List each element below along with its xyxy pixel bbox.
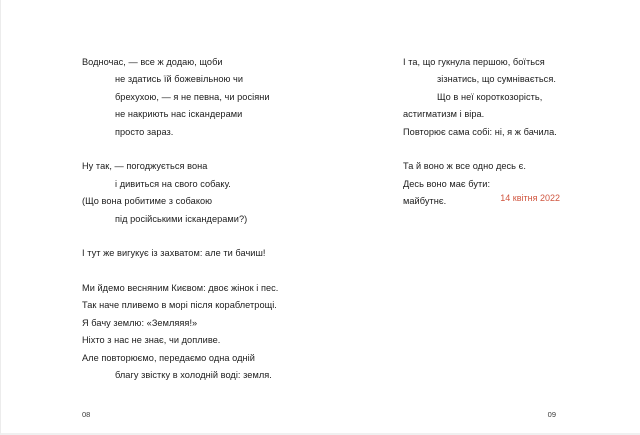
poem-line: майбутнє. — [403, 196, 447, 207]
poem-line: Та й воно ж все одно десь є. — [403, 161, 526, 172]
poem-text-left — [82, 54, 312, 384]
poem-line: не здатись їй божевільною чи — [115, 74, 244, 85]
poem-line: благу звістку в холодній воді: земля. — [115, 370, 272, 381]
left-page — [1, 0, 320, 433]
poem-line: Десь воно має бути: — [403, 178, 491, 189]
poem-line: Ніхто з нас не знає, чи допливе. — [82, 335, 221, 346]
poem-line: І та, що гукнула першою, боїться — [403, 57, 545, 67]
stanza-gap — [82, 228, 312, 245]
poem-line: Водночас, — все ж додаю, щоби — [82, 57, 223, 67]
poem-text-right — [403, 54, 603, 211]
poem-line: Я бачу землю: «Земляяя!» — [82, 317, 198, 328]
poem-line: просто зараз. — [115, 126, 174, 137]
poem-line: Ну так, — погоджується вона — [82, 161, 208, 172]
poem-line: не накриють нас іскандерами — [115, 109, 243, 120]
poem-line: Так наче пливемо в морі після кораблетрощі. — [82, 300, 277, 311]
poem-line: брехухою, — я не певна, чи росіяни — [115, 91, 270, 102]
poem-line: Ми йдемо весняним Києвом: двоє жінок і пес. — [82, 283, 279, 294]
stanza-gap — [403, 141, 603, 158]
poem-line: і дивиться на свого собаку. — [115, 178, 231, 189]
page-number-left: 08 — [82, 410, 91, 419]
poem-line: Що в неї короткозорість, — [437, 91, 543, 102]
poem-date: 14 квітня 2022 — [500, 193, 560, 203]
stanza-gap — [82, 141, 312, 158]
poem-line: під російськими іскандерами?) — [115, 213, 248, 224]
poem-line: І тут же вигукує із захватом: але ти бачиш! — [82, 248, 266, 259]
poem-line: (Що вона робитиме з собакою — [82, 196, 213, 207]
right-page — [321, 0, 640, 433]
page-number-right: 09 — [547, 410, 556, 419]
poem-line: астигматизм і віра. — [403, 109, 485, 120]
poem-line: зізнатись, що сумнівається. — [437, 74, 556, 85]
poem-line: Але повторюємо, передаємо одна одній — [82, 352, 255, 363]
poem-line: Повторює сама собі: ні, я ж бачила. — [403, 126, 557, 137]
stanza-gap — [82, 263, 312, 280]
